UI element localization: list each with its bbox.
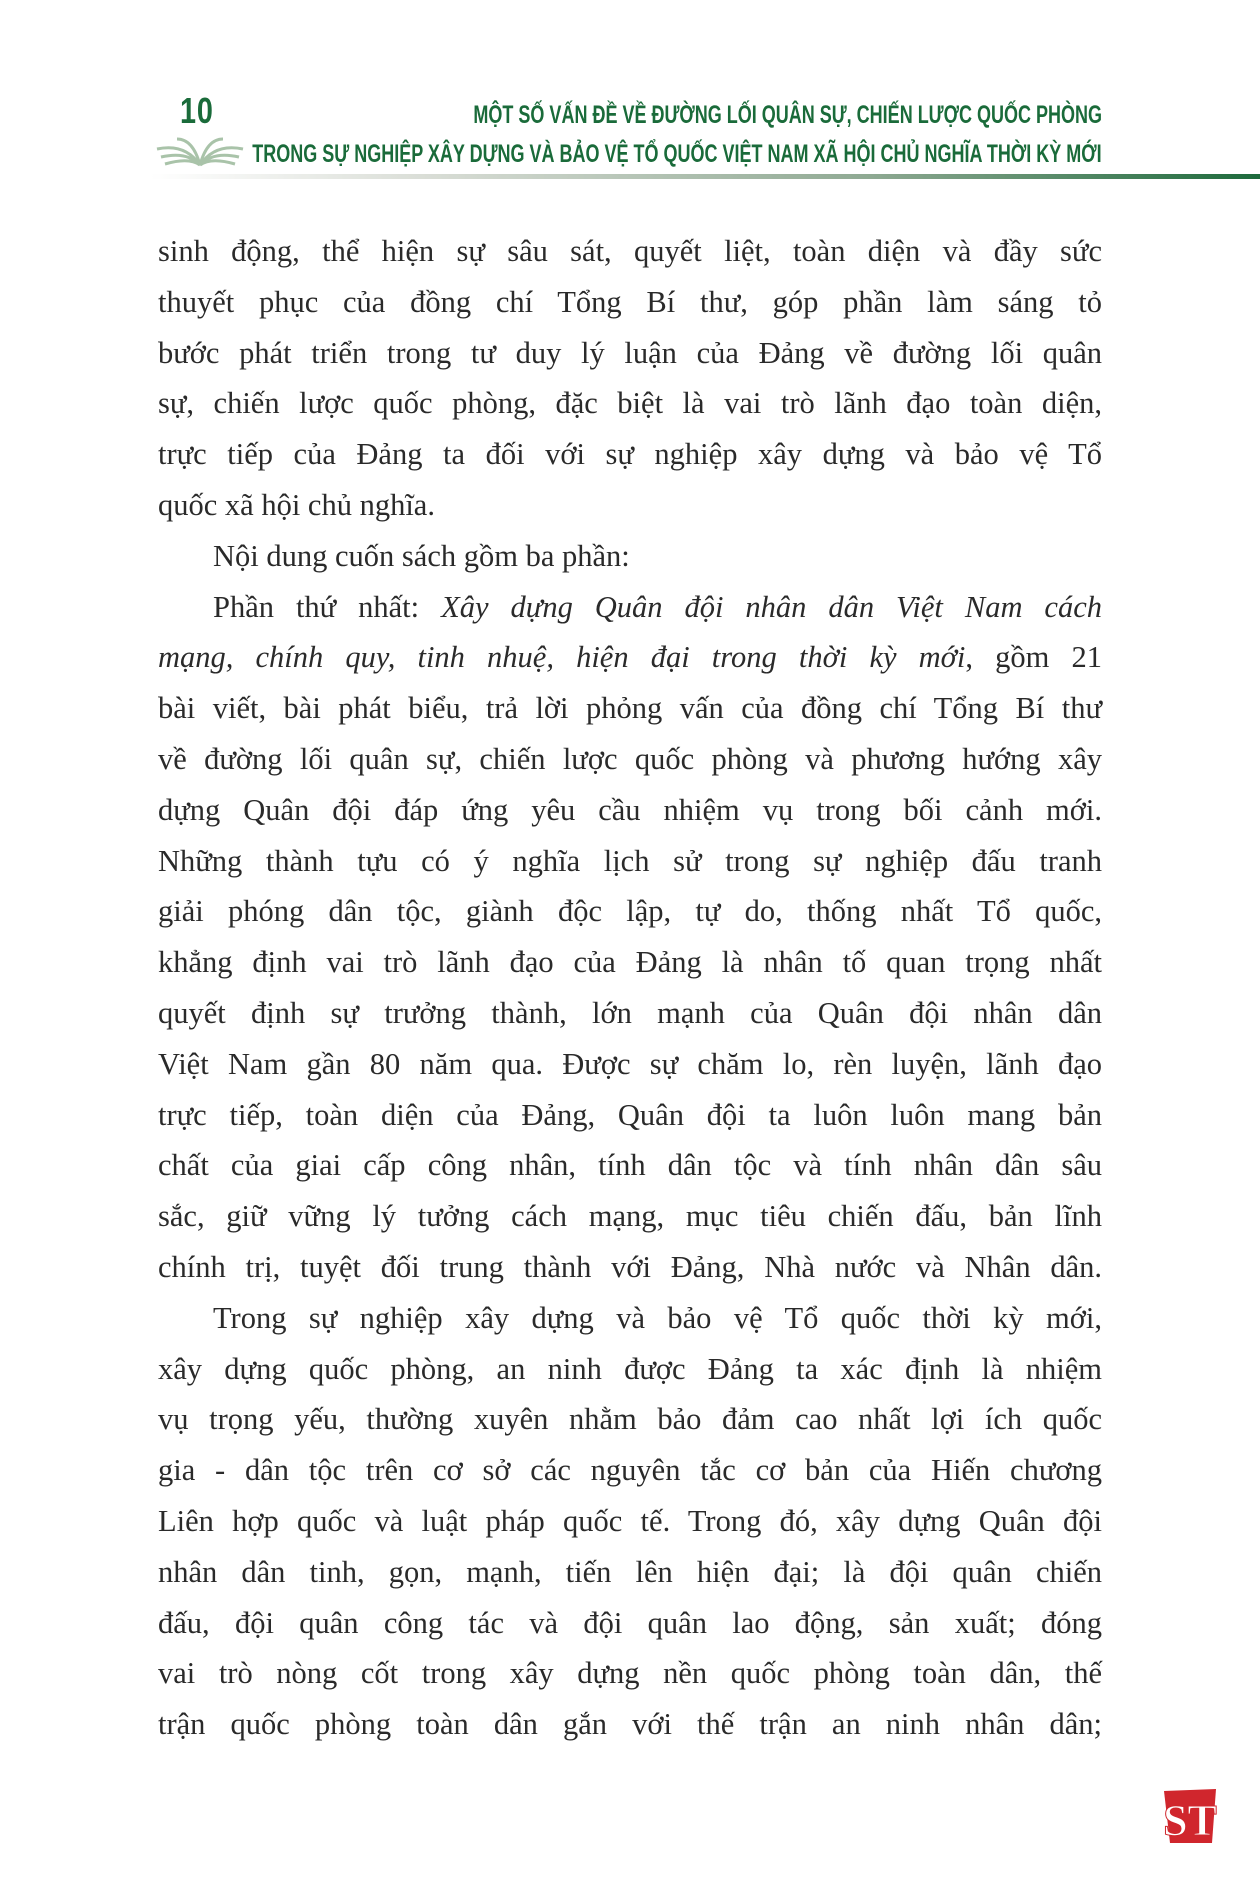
text-segment: trực tiếp của Đảng ta đối với sự nghiệp xây dựng và bảo vệ Tổ [158, 437, 1102, 472]
body-text [158, 226, 1102, 1750]
text-segment: giải phóng dân tộc, giành độc lập, tự do, thống nhất Tổ quốc, [158, 894, 1102, 929]
text-line [158, 1445, 1102, 1496]
text-segment: sắc, giữ vững lý tưởng cách mạng, mục tiêu chiến đấu, bản lĩnh [158, 1199, 1102, 1234]
text-line [158, 886, 1102, 937]
text-line [158, 1648, 1102, 1699]
text-line [158, 785, 1102, 836]
text-segment: Trong sự nghiệp xây dựng và bảo vệ Tổ quốc thời kỳ mới, [213, 1300, 1102, 1335]
text-segment: quốc xã hội chủ nghĩa. [158, 487, 435, 522]
text-segment: Phần thứ nhất: [213, 589, 442, 624]
running-header-line-1: MỘT SỐ VẤN ĐỀ VỀ ĐƯỜNG LỐI QUÂN SỰ, CHIẾN LƯỢC QUỐC PHÒNG [473, 101, 1102, 129]
text-segment: Những thành tựu có ý nghĩa lịch sử trong sự nghiệp đấu tranh [158, 843, 1102, 878]
text-segment: chính trị, tuyệt đối trung thành với Đảng, Nhà nước và Nhân dân. [158, 1249, 1102, 1284]
text-line [158, 1496, 1102, 1547]
text-segment: Việt Nam gần 80 năm qua. Được sự chăm lo, rèn luyện, lãnh đạo [158, 1046, 1102, 1081]
text-line [158, 1344, 1102, 1395]
text-line [158, 582, 1102, 633]
text-segment: sự, chiến lược quốc phòng, đặc biệt là vai trò lãnh đạo toàn diện, [158, 386, 1102, 421]
svg-text:ST: ST [1163, 1796, 1217, 1845]
text-line [158, 1191, 1102, 1242]
text-segment: trận quốc phòng toàn dân gắn với thế trận an ninh nhân dân; [158, 1707, 1102, 1742]
text-segment: khẳng định vai trò lãnh đạo của Đảng là nhân tố quan trọng nhất [158, 945, 1102, 980]
text-line [158, 734, 1102, 785]
text-line [158, 480, 1102, 531]
text-segment: về đường lối quân sự, chiến lược quốc phòng và phương hướng xây [158, 741, 1102, 776]
text-segment: nhân dân tinh, gọn, mạnh, tiến lên hiện đại; là đội quân chiến [158, 1554, 1102, 1589]
text-line [158, 937, 1102, 988]
italic-title: Xây dựng Quân đội nhân dân Việt Nam cách [441, 589, 1102, 624]
text-line [158, 277, 1102, 328]
text-segment: đấu, đội quân công tác và đội quân lao động, sản xuất; đóng [158, 1605, 1102, 1640]
text-line [158, 1242, 1102, 1293]
text-line [158, 226, 1102, 277]
text-line [158, 1699, 1102, 1750]
text-line [158, 632, 1102, 683]
page-number: 10 [180, 90, 214, 131]
header-rule [150, 174, 1260, 179]
text-line [158, 1293, 1102, 1344]
text-segment: dựng Quân đội đáp ứng yêu cầu nhiệm vụ trong bối cảnh mới. [158, 792, 1102, 827]
running-header-line-2: TRONG SỰ NGHIỆP XÂY DỰNG VÀ BẢO VỆ TỔ QUỐC VIỆT NAM XÃ HỘI CHỦ NGHĨA THỜI KỲ MỚI [252, 140, 1102, 168]
text-segment: trực tiếp, toàn diện của Đảng, Quân đội ta luôn luôn mang bản [158, 1097, 1102, 1132]
text-line [158, 1039, 1102, 1090]
text-segment: chất của giai cấp công nhân, tính dân tộc và tính nhân dân sâu [158, 1148, 1102, 1183]
text-line [158, 836, 1102, 887]
text-line [158, 683, 1102, 734]
text-segment: bài viết, bài phát biểu, trả lời phỏng vấn của đồng chí Tổng Bí thư [158, 691, 1102, 726]
text-line [158, 1598, 1102, 1649]
text-line [158, 378, 1102, 429]
text-line [158, 1547, 1102, 1598]
text-line [158, 988, 1102, 1039]
book-ornament-icon [155, 135, 245, 167]
text-segment: gia - dân tộc trên cơ sở các nguyên tắc cơ bản của Hiến chương [158, 1453, 1102, 1488]
text-line [158, 1394, 1102, 1445]
text-segment: thuyết phục của đồng chí Tổng Bí thư, góp phần làm sáng tỏ [158, 284, 1102, 319]
italic-title: mạng, chính quy, tinh nhuệ, hiện đại trong thời kỳ mới [158, 640, 966, 675]
text-line [158, 1140, 1102, 1191]
publisher-logo [1160, 1785, 1220, 1847]
text-segment: vai trò nòng cốt trong xây dựng nền quốc phòng toàn dân, thế [158, 1656, 1102, 1691]
text-segment: , gồm 21 [965, 640, 1102, 675]
text-segment: vụ trọng yếu, thường xuyên nhằm bảo đảm cao nhất lợi ích quốc [158, 1402, 1102, 1437]
text-segment: Liên hợp quốc và luật pháp quốc tế. Trong đó, xây dựng Quân đội [158, 1503, 1102, 1538]
text-segment: quyết định sự trưởng thành, lớn mạnh của Quân đội nhân dân [158, 995, 1102, 1030]
text-line [158, 429, 1102, 480]
text-segment: sinh động, thể hiện sự sâu sát, quyết liệt, toàn diện và đầy sức [158, 234, 1102, 268]
text-line [158, 531, 1102, 582]
text-line [158, 328, 1102, 379]
text-segment: bước phát triển trong tư duy lý luận của Đảng về đường lối quân [158, 335, 1102, 370]
text-line [158, 1090, 1102, 1141]
text-segment: xây dựng quốc phòng, an ninh được Đảng ta xác định là nhiệm [158, 1351, 1102, 1386]
text-segment: Nội dung cuốn sách gồm ba phần: [213, 538, 630, 573]
